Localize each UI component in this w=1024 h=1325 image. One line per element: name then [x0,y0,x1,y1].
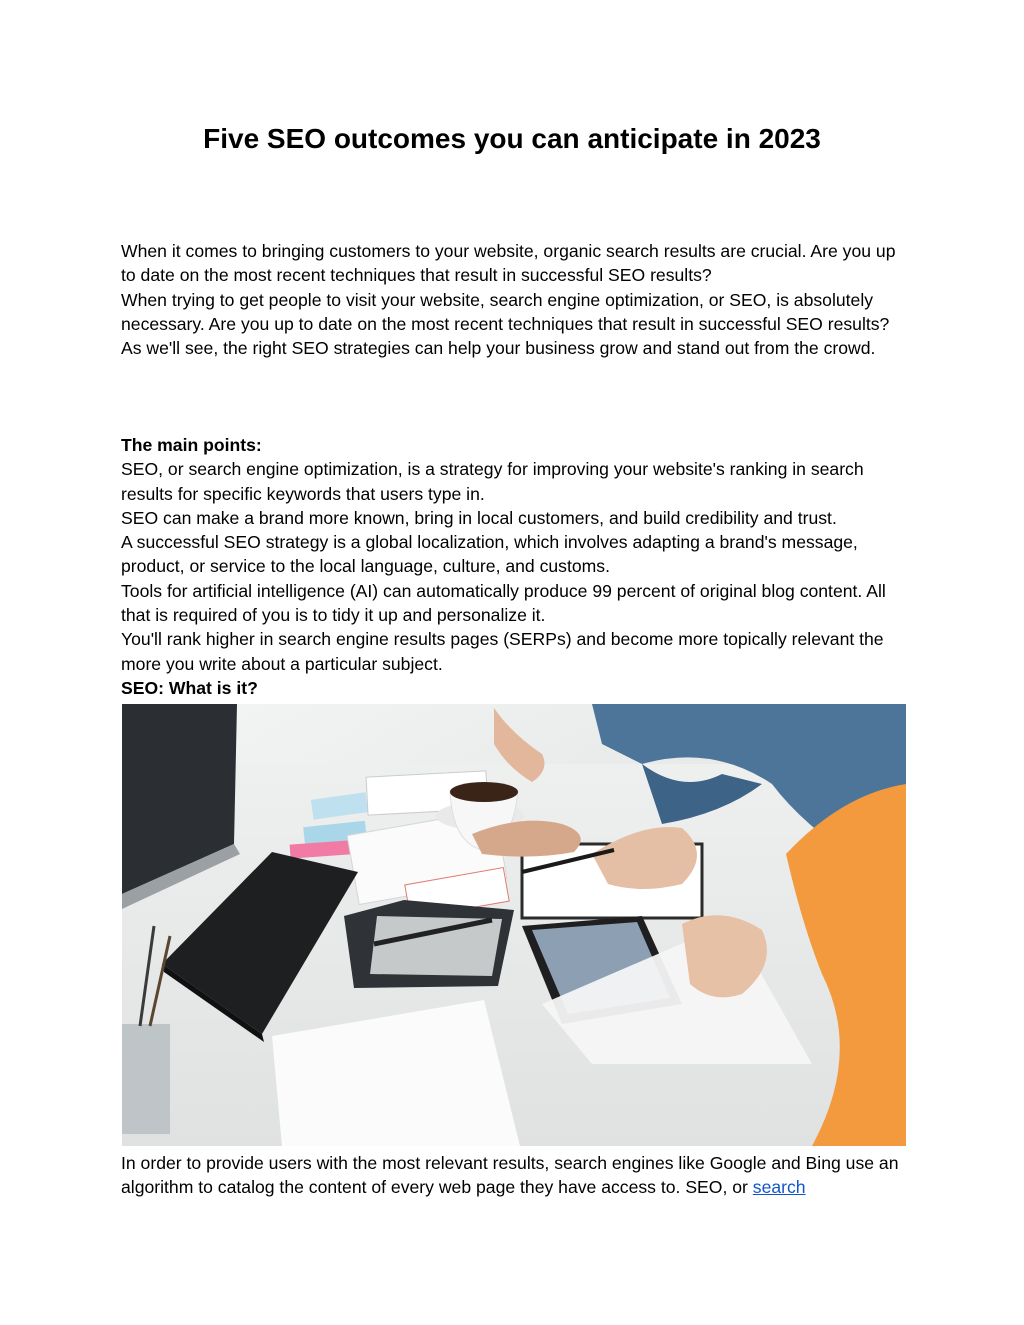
intro-paragraph-2: When trying to get people to visit your website, search engine optimization, or SEO, is absolutely necessary. Are you up to date on the most recent techniques that result in successful SEO results? [121,289,890,334]
main-point-item: You'll rank higher in search engine results pages (SERPs) and become more topically relevant the more you write about a particular subject. [121,629,884,674]
intro-section [121,239,911,360]
main-point-item: A successful SEO strategy is a global localization, which involves adapting a brand's message, product, or service to the local language, culture, and customs. [121,532,858,577]
intro-paragraph-1: When it comes to bringing customers to your website, organic search results are crucial. Are you up to date on the most recent techniques that result in successful SEO results? [121,241,896,286]
seo-paragraph [121,1151,911,1200]
search-engine-link[interactable]: search [752,1177,806,1198]
seo-section-heading: SEO: What is it? [121,677,258,698]
main-point-item: SEO can make a brand more known, bring in local customers, and build credibility and trust. [121,507,837,528]
page-title: Five SEO outcomes you can anticipate in 2023 [203,123,821,154]
main-points-heading: The main points: [121,435,262,455]
intro-paragraph-3: As we'll see, the right SEO strategies can help your business grow and stand out from the crowd. [121,338,876,359]
seo-paragraph-text: In order to provide users with the most relevant results, search engines like Google and Bing use an algorithm to catalog the content of every web page they have access to. SEO, or [121,1153,899,1198]
main-points-section [121,433,911,700]
main-point-item: SEO, or search engine optimization, is a strategy for improving your website's ranking in search results for specific keywords that users type in. [121,459,864,504]
main-point-item: Tools for artificial intelligence (AI) can automatically produce 99 percent of original blog content. All that is required of you is to tidy it up and personalize it. [121,580,886,626]
office-desk-photo [122,704,906,1146]
seo-explanation [121,1151,911,1200]
